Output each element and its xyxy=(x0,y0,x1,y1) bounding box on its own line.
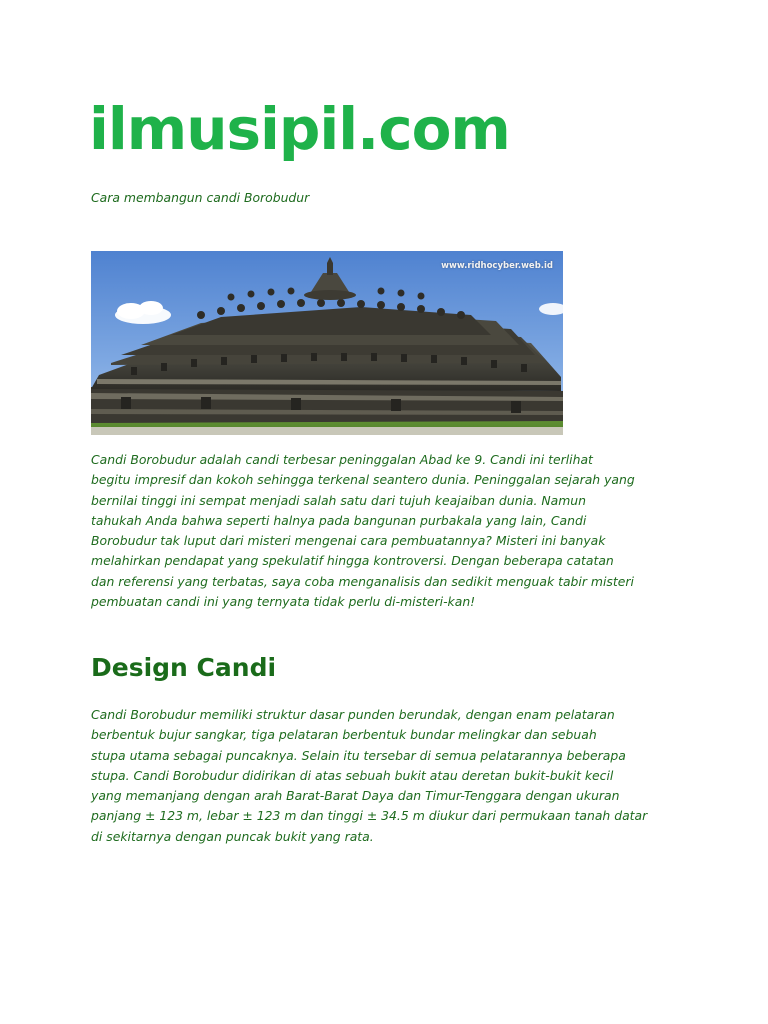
section-heading: Design Candi xyxy=(91,653,277,682)
paragraph-line: yang memanjang dengan arah Barat-Barat Daya dan Timur-Tenggara dengan ukuran xyxy=(91,788,620,804)
intro-paragraph xyxy=(91,450,691,612)
paragraph-line: bernilai tinggi ini sempat menjadi salah satu dari tujuh keajaiban dunia. Namun xyxy=(91,492,587,508)
paragraph-line: Candi Borobudur adalah candi terbesar peninggalan Abad ke 9. Candi ini terlihat xyxy=(91,452,593,467)
paragraph-line: pembuatan candi ini yang ternyata tidak perlu di-misteri-kan! xyxy=(91,594,476,610)
paragraph-line: stupa. Candi Borobudur didirikan di atas sebuah bukit atau deretan bukit-bukit kecil xyxy=(91,767,614,783)
paragraph-line: tahukah Anda bahwa seperti halnya pada bangunan purbakala yang lain, Candi xyxy=(91,512,587,528)
paragraph-line: begitu impresif dan kokoh sehingga terkenal seantero dunia. Peninggalan sejarah yang xyxy=(91,472,635,488)
paragraph-line: Borobudur tak luput dari misteri mengenai cara pembuatannya? Misteri ini banyak xyxy=(91,533,606,549)
site-title: ilmusipil.com xyxy=(89,95,510,163)
paragraph-line: berbentuk bujur sangkar, tiga pelataran berbentuk bundar melingkar dan sebuah xyxy=(91,727,597,743)
paragraph-line: melahirkan pendapat yang spekulatif hingga kontroversi. Dengan beberapa catatan xyxy=(91,553,614,569)
design-paragraph xyxy=(91,705,691,847)
paragraph-line: dan referensi yang terbatas, saya coba menganalisis dan sedikit menguak tabir misteri xyxy=(91,573,634,589)
paragraph-line: stupa utama sebagai puncaknya. Selain itu tersebar di semua pelatarannya beberapa xyxy=(91,747,626,763)
paragraph-line: panjang ± 123 m, lebar ± 123 m dan tinggi ± 34.5 m diukur dari permukaan tanah datar xyxy=(91,808,648,824)
page-subtitle: Cara membangun candi Borobudur xyxy=(91,190,310,205)
image-watermark: www.ridhocyber.web.id xyxy=(441,261,553,271)
borobudur-photo xyxy=(91,251,563,435)
paragraph-line: di sekitarnya dengan puncak bukit yang rata. xyxy=(91,828,374,844)
paragraph-line: Candi Borobudur memiliki struktur dasar punden berundak, dengan enam pelataran xyxy=(91,707,615,722)
